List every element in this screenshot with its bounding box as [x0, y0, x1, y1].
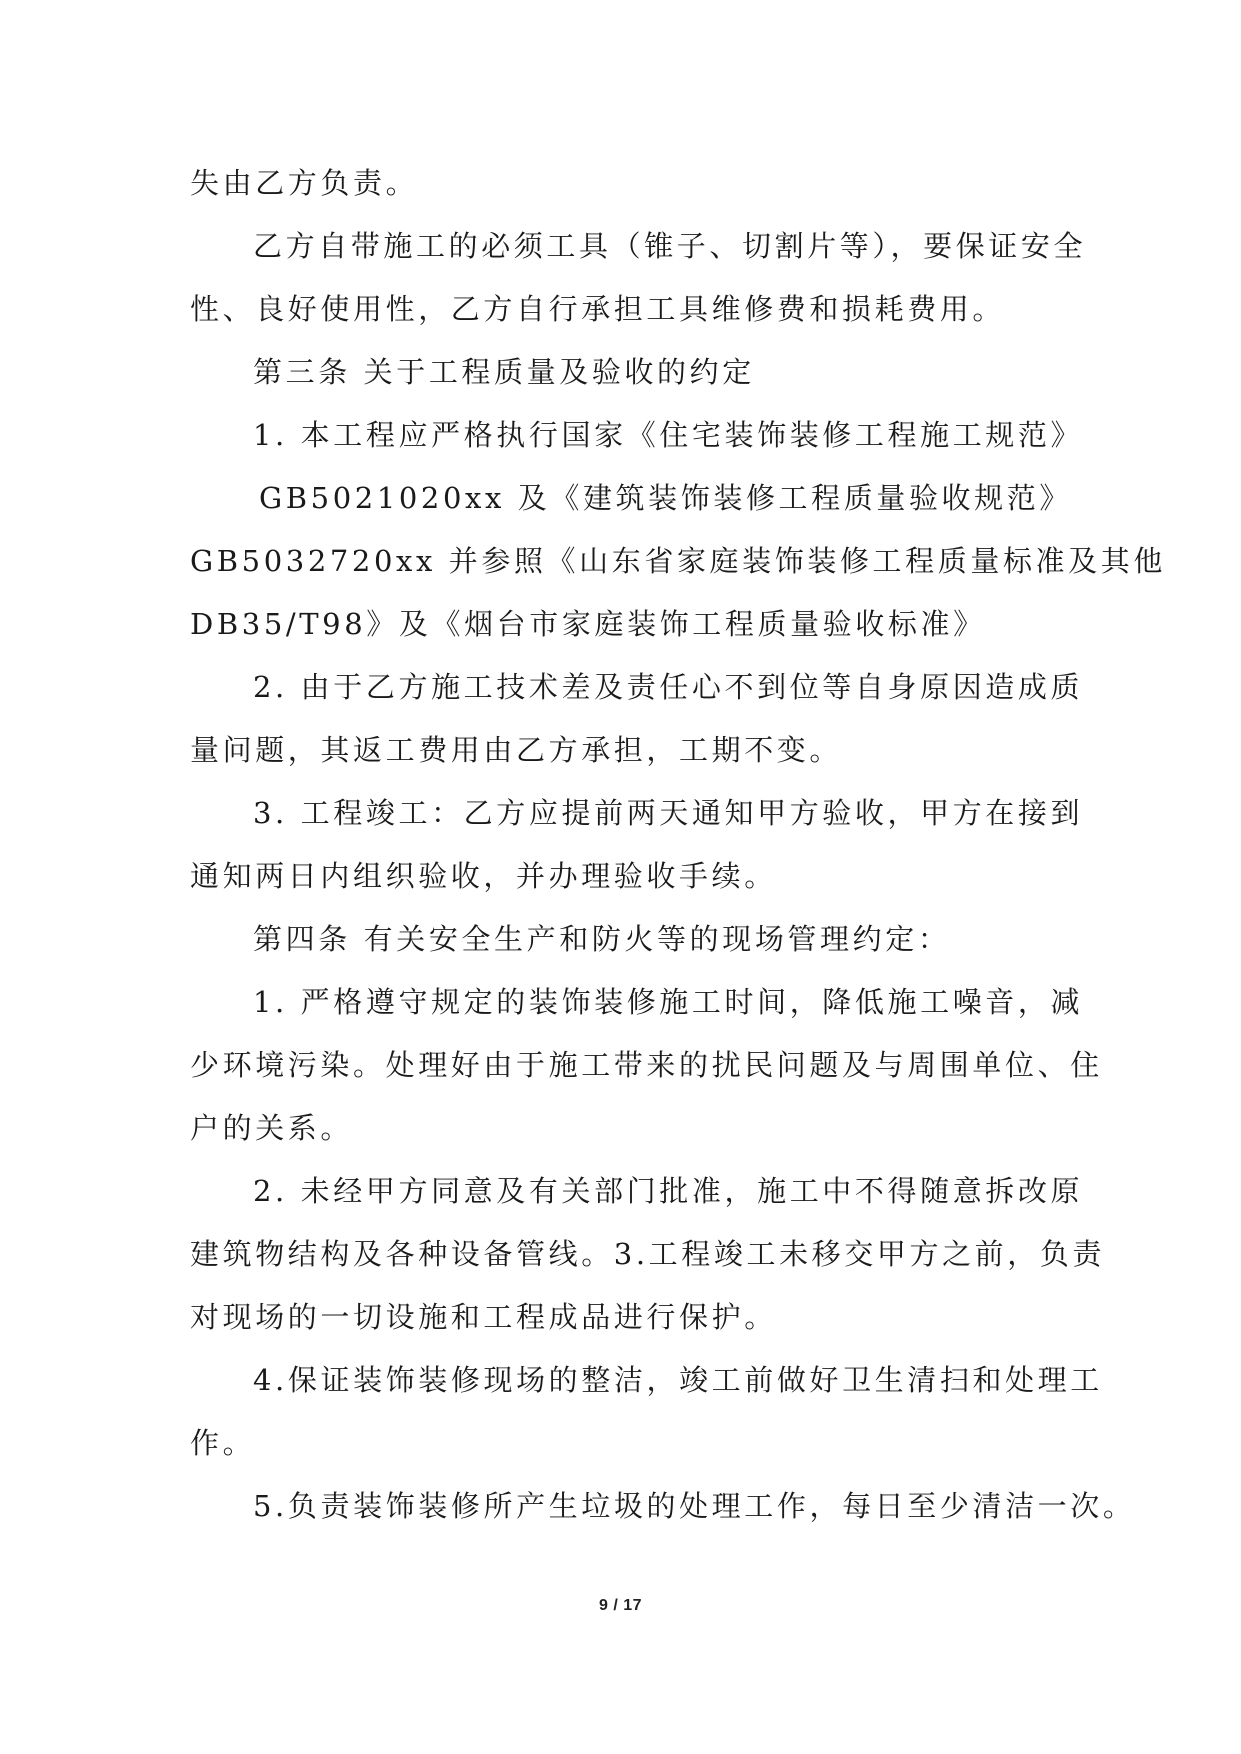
section-heading: 第三条 关于工程质量及验收的约定	[253, 355, 755, 389]
text-line: 对现场的一切设施和工程成品进行保护。	[190, 1300, 777, 1334]
text-line: 2. 未经甲方同意及有关部门批准，施工中不得随意拆改原	[253, 1174, 1084, 1208]
text-line: DB35/T98》及《烟台市家庭装饰工程质量验收标准》	[190, 607, 986, 641]
text-line: 1. 本工程应严格执行国家《住宅装饰装修工程施工规范》	[253, 418, 1084, 452]
text-line: 5.负责装饰装修所产生垃圾的处理工作，每日至少清洁一次。	[253, 1489, 1136, 1523]
text-line: 3. 工程竣工：乙方应提前两天通知甲方验收，甲方在接到	[253, 796, 1084, 830]
page-number: 9 / 17	[598, 1597, 643, 1614]
text-line: 性、良好使用性，乙方自行承担工具维修费和损耗费用。	[190, 292, 1006, 326]
section-heading: 第四条 有关安全生产和防火等的现场管理约定：	[253, 922, 951, 956]
text-line: 1. 严格遵守规定的装饰装修施工时间，降低施工噪音，减	[253, 985, 1084, 1019]
text-line: GB5032720xx 并参照《山东省家庭装饰装修工程质量标准及其他	[190, 544, 1166, 578]
text-line: 作。	[190, 1426, 256, 1460]
text-line: 通知两日内组织验收，并办理验收手续。	[190, 859, 777, 893]
text-line: 量问题，其返工费用由乙方承担，工期不变。	[190, 733, 843, 767]
text-line: 4.保证装饰装修现场的整洁，竣工前做好卫生清扫和处理工	[253, 1363, 1103, 1397]
text-line: 少环境污染。处理好由于施工带来的扰民问题及与周围单位、住	[190, 1048, 1103, 1082]
text-line: 2. 由于乙方施工技术差及责任心不到位等自身原因造成质	[253, 670, 1084, 704]
text-line: 乙方自带施工的必须工具（锥子、切割片等），要保证安全	[253, 229, 1087, 263]
text-line: GB5021020xx 及《建筑装饰装修工程质量验收规范》	[259, 481, 1072, 515]
text-line: 失由乙方负责。	[190, 166, 419, 200]
text-line: 建筑物结构及各种设备管线。3.工程竣工未移交甲方之前，负责	[190, 1237, 1106, 1271]
text-line: 户的关系。	[190, 1111, 354, 1145]
